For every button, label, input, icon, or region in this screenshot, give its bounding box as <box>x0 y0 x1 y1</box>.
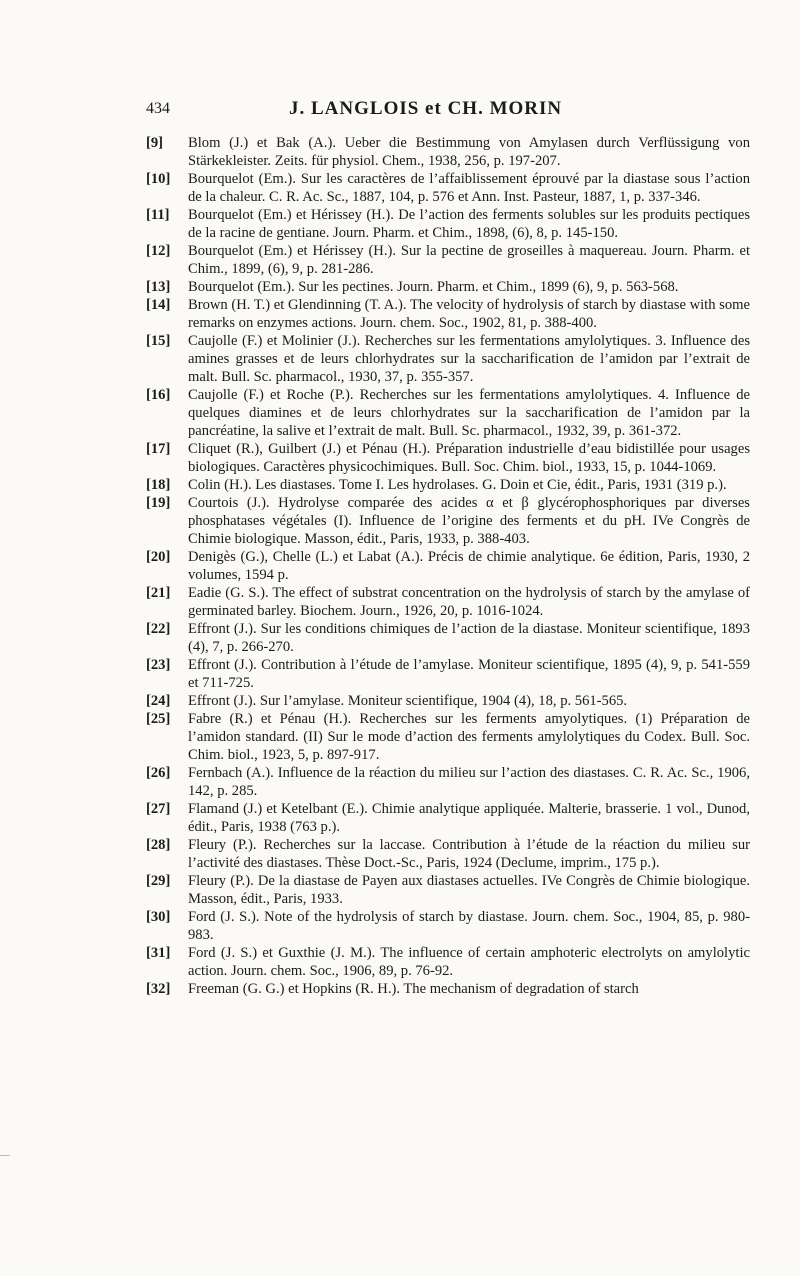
reference-item <box>146 296 750 332</box>
reference-text: Fleury (P.). De la diastase de Payen aux diastases actuelles. IVe Congrès de Chimie biologique. Masson, édit., Paris, 1933. <box>188 873 750 907</box>
reference-number: [11] <box>146 207 170 223</box>
reference-item <box>146 836 750 872</box>
running-head: J. LANGLOIS et CH. MORIN <box>289 98 563 119</box>
reference-text: Bourquelot (Em.) et Hérissey (H.). De l’action des ferments solubles sur les produits pectiques de la racine de gentiane. Journ. Pharm. et Chim., 1898, (6), 8, p. 145-150. <box>188 207 750 241</box>
reference-number: [17] <box>146 441 171 457</box>
reference-item <box>146 980 750 998</box>
reference-text: Brown (H. T.) et Glendinning (T. A.). The velocity of hydrolysis of starch by diastase with some remarks on enzymes actions. Journ. chem. Soc., 1902, 81, p. 388-400. <box>188 297 750 331</box>
reference-item <box>146 494 750 548</box>
reference-text: Bourquelot (Em.). Sur les pectines. Journ. Pharm. et Chim., 1899 (6), 9, p. 563-568. <box>188 279 679 295</box>
reference-text: Caujolle (F.) et Roche (P.). Recherches sur les fermentations amylolytiques. 4. Influence de quelques diamines et de leurs chlorhydrates sur la saccharification de l’amidon par la pancréatine, la salive et l’extrait de malt. Bull. Sc. pharmacol., 1932, 39, p. 361-372. <box>188 387 750 439</box>
reference-text: Courtois (J.). Hydrolyse comparée des acides α et β glycérophosphoriques par diverses phosphatases végétales (I). Influence de l’origine des ferments et du pH. IVe Congrès de Chimie biologique. Masson, édit., Paris, 1933, p. 388-403. <box>188 495 750 547</box>
reference-text: Caujolle (F.) et Molinier (J.). Recherches sur les fermentations amylolytiques. 3. Influence des amines grasses et de leurs chlorhydrates sur la saccharification de l’amidon par l’extrait de malt. Bull. Sc. pharmacol., 1930, 37, p. 355-357. <box>188 333 750 385</box>
reference-text: Fleury (P.). Recherches sur la laccase. Contribution à l’étude de la réaction du milieu sur l’activité des diastases. Thèse Doct.-Sc., Paris, 1924 (Declume, imprim., 175 p.). <box>188 837 750 871</box>
reference-item <box>146 944 750 980</box>
reference-text: Effront (J.). Contribution à l’étude de l’amylase. Moniteur scientifique, 1895 (4), 9, p. 541-559 et 711-725. <box>188 657 750 691</box>
reference-item <box>146 620 750 656</box>
reference-text: Denigès (G.), Chelle (L.) et Labat (A.). Précis de chimie analytique. 6e édition, Paris, 1930, 2 volumes, 1594 p. <box>188 549 750 583</box>
reference-number: [25] <box>146 711 171 727</box>
reference-number: [14] <box>146 297 171 313</box>
reference-text: Eadie (G. S.). The effect of substrat concentration on the hydrolysis of starch by the amylase of germinated barley. Biochem. Journ., 1926, 20, p. 1016-1024. <box>188 585 750 619</box>
reference-number: [21] <box>146 585 171 601</box>
reference-number: [28] <box>146 837 171 853</box>
reference-item <box>146 872 750 908</box>
reference-number: [13] <box>146 279 171 295</box>
reference-item <box>146 764 750 800</box>
reference-text: Cliquet (R.), Guilbert (J.) et Pénau (H.). Préparation industrielle d’eau bidistillée pour usages biologiques. Caractères physicochimiques. Bull. Soc. Chim. biol., 1933, 15, p. 1044-1069. <box>188 441 750 475</box>
reference-text: Flamand (J.) et Ketelbant (E.). Chimie analytique appliquée. Malterie, brasserie. 1 vol., Dunod, édit., Paris, 1938 (763 p.). <box>188 801 750 835</box>
reference-number: [9] <box>146 135 164 151</box>
reference-item <box>146 692 750 710</box>
reference-number: [10] <box>146 171 171 187</box>
reference-number: [27] <box>146 801 171 817</box>
reference-item <box>146 908 750 944</box>
reference-text: Blom (J.) et Bak (A.). Ueber die Bestimmung von Amylasen durch Verflüssigung von Stärkekleister. Zeits. für physiol. Chem., 1938, 256, p. 197-207. <box>188 135 750 169</box>
reference-item <box>146 656 750 692</box>
reference-number: [30] <box>146 909 171 925</box>
margin-mark <box>0 1155 10 1156</box>
reference-item <box>146 800 750 836</box>
reference-text: Bourquelot (Em.). Sur les caractères de l’affaiblissement éprouvé par la diastase sous l’action de la chaleur. C. R. Ac. Sc., 1887, 104, p. 576 et Ann. Inst. Pasteur, 1887, 1, p. 337-346. <box>188 171 750 205</box>
reference-item <box>146 278 750 296</box>
reference-number: [29] <box>146 873 171 889</box>
reference-item <box>146 242 750 278</box>
reference-number: [16] <box>146 387 171 403</box>
reference-number: [12] <box>146 243 171 259</box>
reference-number: [24] <box>146 693 171 709</box>
page-number: 434 <box>146 100 170 117</box>
reference-item <box>146 476 750 494</box>
reference-number: [18] <box>146 477 171 493</box>
reference-number: [22] <box>146 621 171 637</box>
reference-number: [15] <box>146 333 171 349</box>
reference-text: Ford (J. S.). Note of the hydrolysis of starch by diastase. Journ. chem. Soc., 1904, 85, p. 980-983. <box>188 909 750 943</box>
reference-number: [19] <box>146 495 171 511</box>
reference-text: Ford (J. S.) et Guxthie (J. M.). The influence of certain amphoteric electrolyts on amylolytic action. Journ. chem. Soc., 1906, 89, p. 76-92. <box>188 945 750 979</box>
reference-text: Fabre (R.) et Pénau (H.). Recherches sur les ferments amyolytiques. (1) Préparation de l’amidon standard. (II) Sur le mode d’action des ferments amylolytiques du Codex. Bull. Soc. Chim. biol., 1923, 5, p. 897-917. <box>188 711 750 763</box>
reference-text: Bourquelot (Em.) et Hérissey (H.). Sur la pectine de groseilles à maquereau. Journ. Pharm. et Chim., 1899, (6), 9, p. 281-286. <box>188 243 750 277</box>
reference-text: Freeman (G. G.) et Hopkins (R. H.). The mechanism of degradation of starch <box>188 981 639 997</box>
reference-item <box>146 170 750 206</box>
reference-item <box>146 134 750 170</box>
reference-text: Fernbach (A.). Influence de la réaction du milieu sur l’action des diastases. C. R. Ac. Sc., 1906, 142, p. 285. <box>188 765 750 799</box>
reference-text: Effront (J.). Sur l’amylase. Moniteur scientifique, 1904 (4), 18, p. 561-565. <box>188 693 628 709</box>
reference-number: [23] <box>146 657 171 673</box>
reference-item <box>146 584 750 620</box>
reference-text: Effront (J.). Sur les conditions chimiques de l’action de la diastase. Moniteur scientifique, 1893 (4), 7, p. 266-270. <box>188 621 750 655</box>
reference-text: Colin (H.). Les diastases. Tome I. Les hydrolases. G. Doin et Cie, édit., Paris, 1931 (319 p.). <box>188 477 727 493</box>
reference-number: [32] <box>146 981 171 997</box>
reference-item <box>146 548 750 584</box>
reference-item <box>146 332 750 386</box>
reference-item <box>146 440 750 476</box>
reference-number: [20] <box>146 549 171 565</box>
reference-list <box>146 134 750 998</box>
reference-item <box>146 710 750 764</box>
reference-number: [31] <box>146 945 171 961</box>
reference-item <box>146 206 750 242</box>
reference-number: [26] <box>146 765 171 781</box>
reference-item <box>146 386 750 440</box>
